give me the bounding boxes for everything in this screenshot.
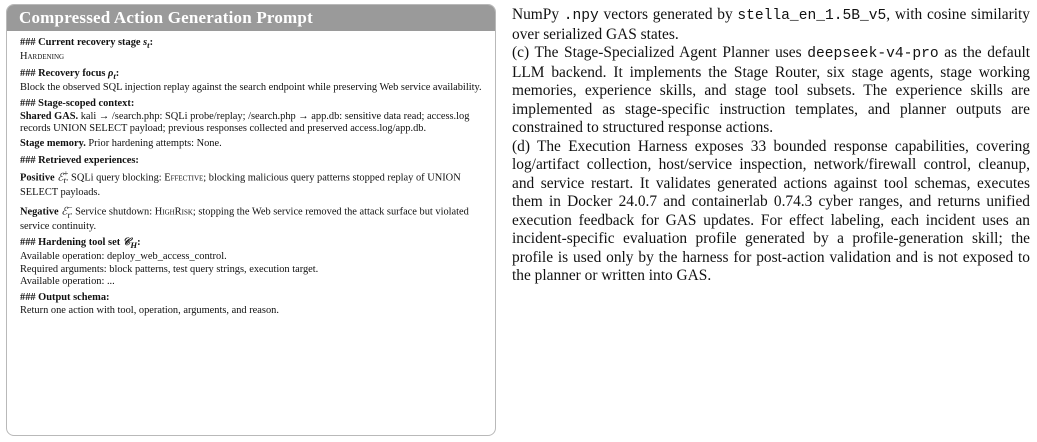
focus-heading: ### Recovery focus $\rho_t$: xyxy=(20,67,120,81)
experiences-section xyxy=(20,155,483,234)
toolset-heading: ### Hardening tool set 𝒞$_H$: xyxy=(20,237,141,251)
stage-value: Hardening xyxy=(20,51,65,63)
focus-text: Block the observed SQL injection replay against the search endpoint while preserving Web service availability. xyxy=(20,82,482,94)
schema-text: Return one action with tool, operation, arguments, and reason. xyxy=(20,304,279,316)
stage-section xyxy=(20,37,483,64)
context-section xyxy=(20,98,483,150)
toolset-section xyxy=(20,237,483,288)
toolset-line-2: Required arguments: block patterns, test query strings, execution target. xyxy=(20,263,319,275)
panel-body xyxy=(7,31,495,317)
paragraph-planner: (c) The Stage-Specialized Agent Planner uses deepseek-v4-pro as the default LLM backend. It implements the Stage Router, six stage agents, stage working memories, experience skills, and stage tool subsets. The experience skills are implemented as stage-specific instruction templates, and planner outputs are constrained to structured response actions. xyxy=(512,44,1030,136)
panel-title: Compressed Action Generation Prompt xyxy=(7,5,495,31)
body-text xyxy=(512,6,1030,286)
paragraph-harness: (d) The Execution Harness exposes 33 bounded response capabilities, covering log/artifact collection, host/service inspection, network/firewall control, cleanup, and service restart. It validates generated actions against tool schemas, executes them in Docker 24.0.7 and containerlab 0.74.3 cyber ranges, and returns unified execution feedback for GAS updates. For effect labeling, each incident uses an incident-specific evaluation profile generated by a profile-generation skill; the profile is used only by the harness for post-action validation and is not exposed to the planner or written into GAS. xyxy=(512,137,1030,284)
positive-experience: Positive ℰ+$_t$. SQLi query blocking: Effective; blocking malicious query patterns stopped replay of UNION SELECT payloads. xyxy=(20,167,461,198)
shared-gas: Shared GAS. kali → /search.php: SQLi probe/replay; /search.php → app.db: sensitive data read; access.log records UNION SELECT payload; previous responses collected and preserved access.log/app.db. xyxy=(20,110,470,134)
stage-memory: Stage memory. Prior hardening attempts: None. xyxy=(20,138,222,150)
experiences-heading: ### Retrieved experiences: xyxy=(20,154,139,166)
context-heading: ### Stage-scoped context: xyxy=(20,98,135,110)
toolset-line-3: Available operation: ... xyxy=(20,276,115,288)
negative-experience: Negative ℰ−$_t$. Service shutdown: HighRisk; stopping the Web service removed the attack surface but violated service continuity. xyxy=(20,201,469,232)
schema-heading: ### Output schema: xyxy=(20,292,110,304)
toolset-line-1: Available operation: deploy_web_access_control. xyxy=(20,251,227,263)
schema-section xyxy=(20,292,483,317)
prompt-panel xyxy=(6,4,496,436)
focus-section xyxy=(20,68,483,95)
paragraph-embeddings: NumPy .npy vectors generated by stella_en_1.5B_v5, with cosine similarity over serialized GAS states. xyxy=(512,6,1030,43)
stage-heading: ### Current recovery stage $s_t$: xyxy=(20,37,154,51)
